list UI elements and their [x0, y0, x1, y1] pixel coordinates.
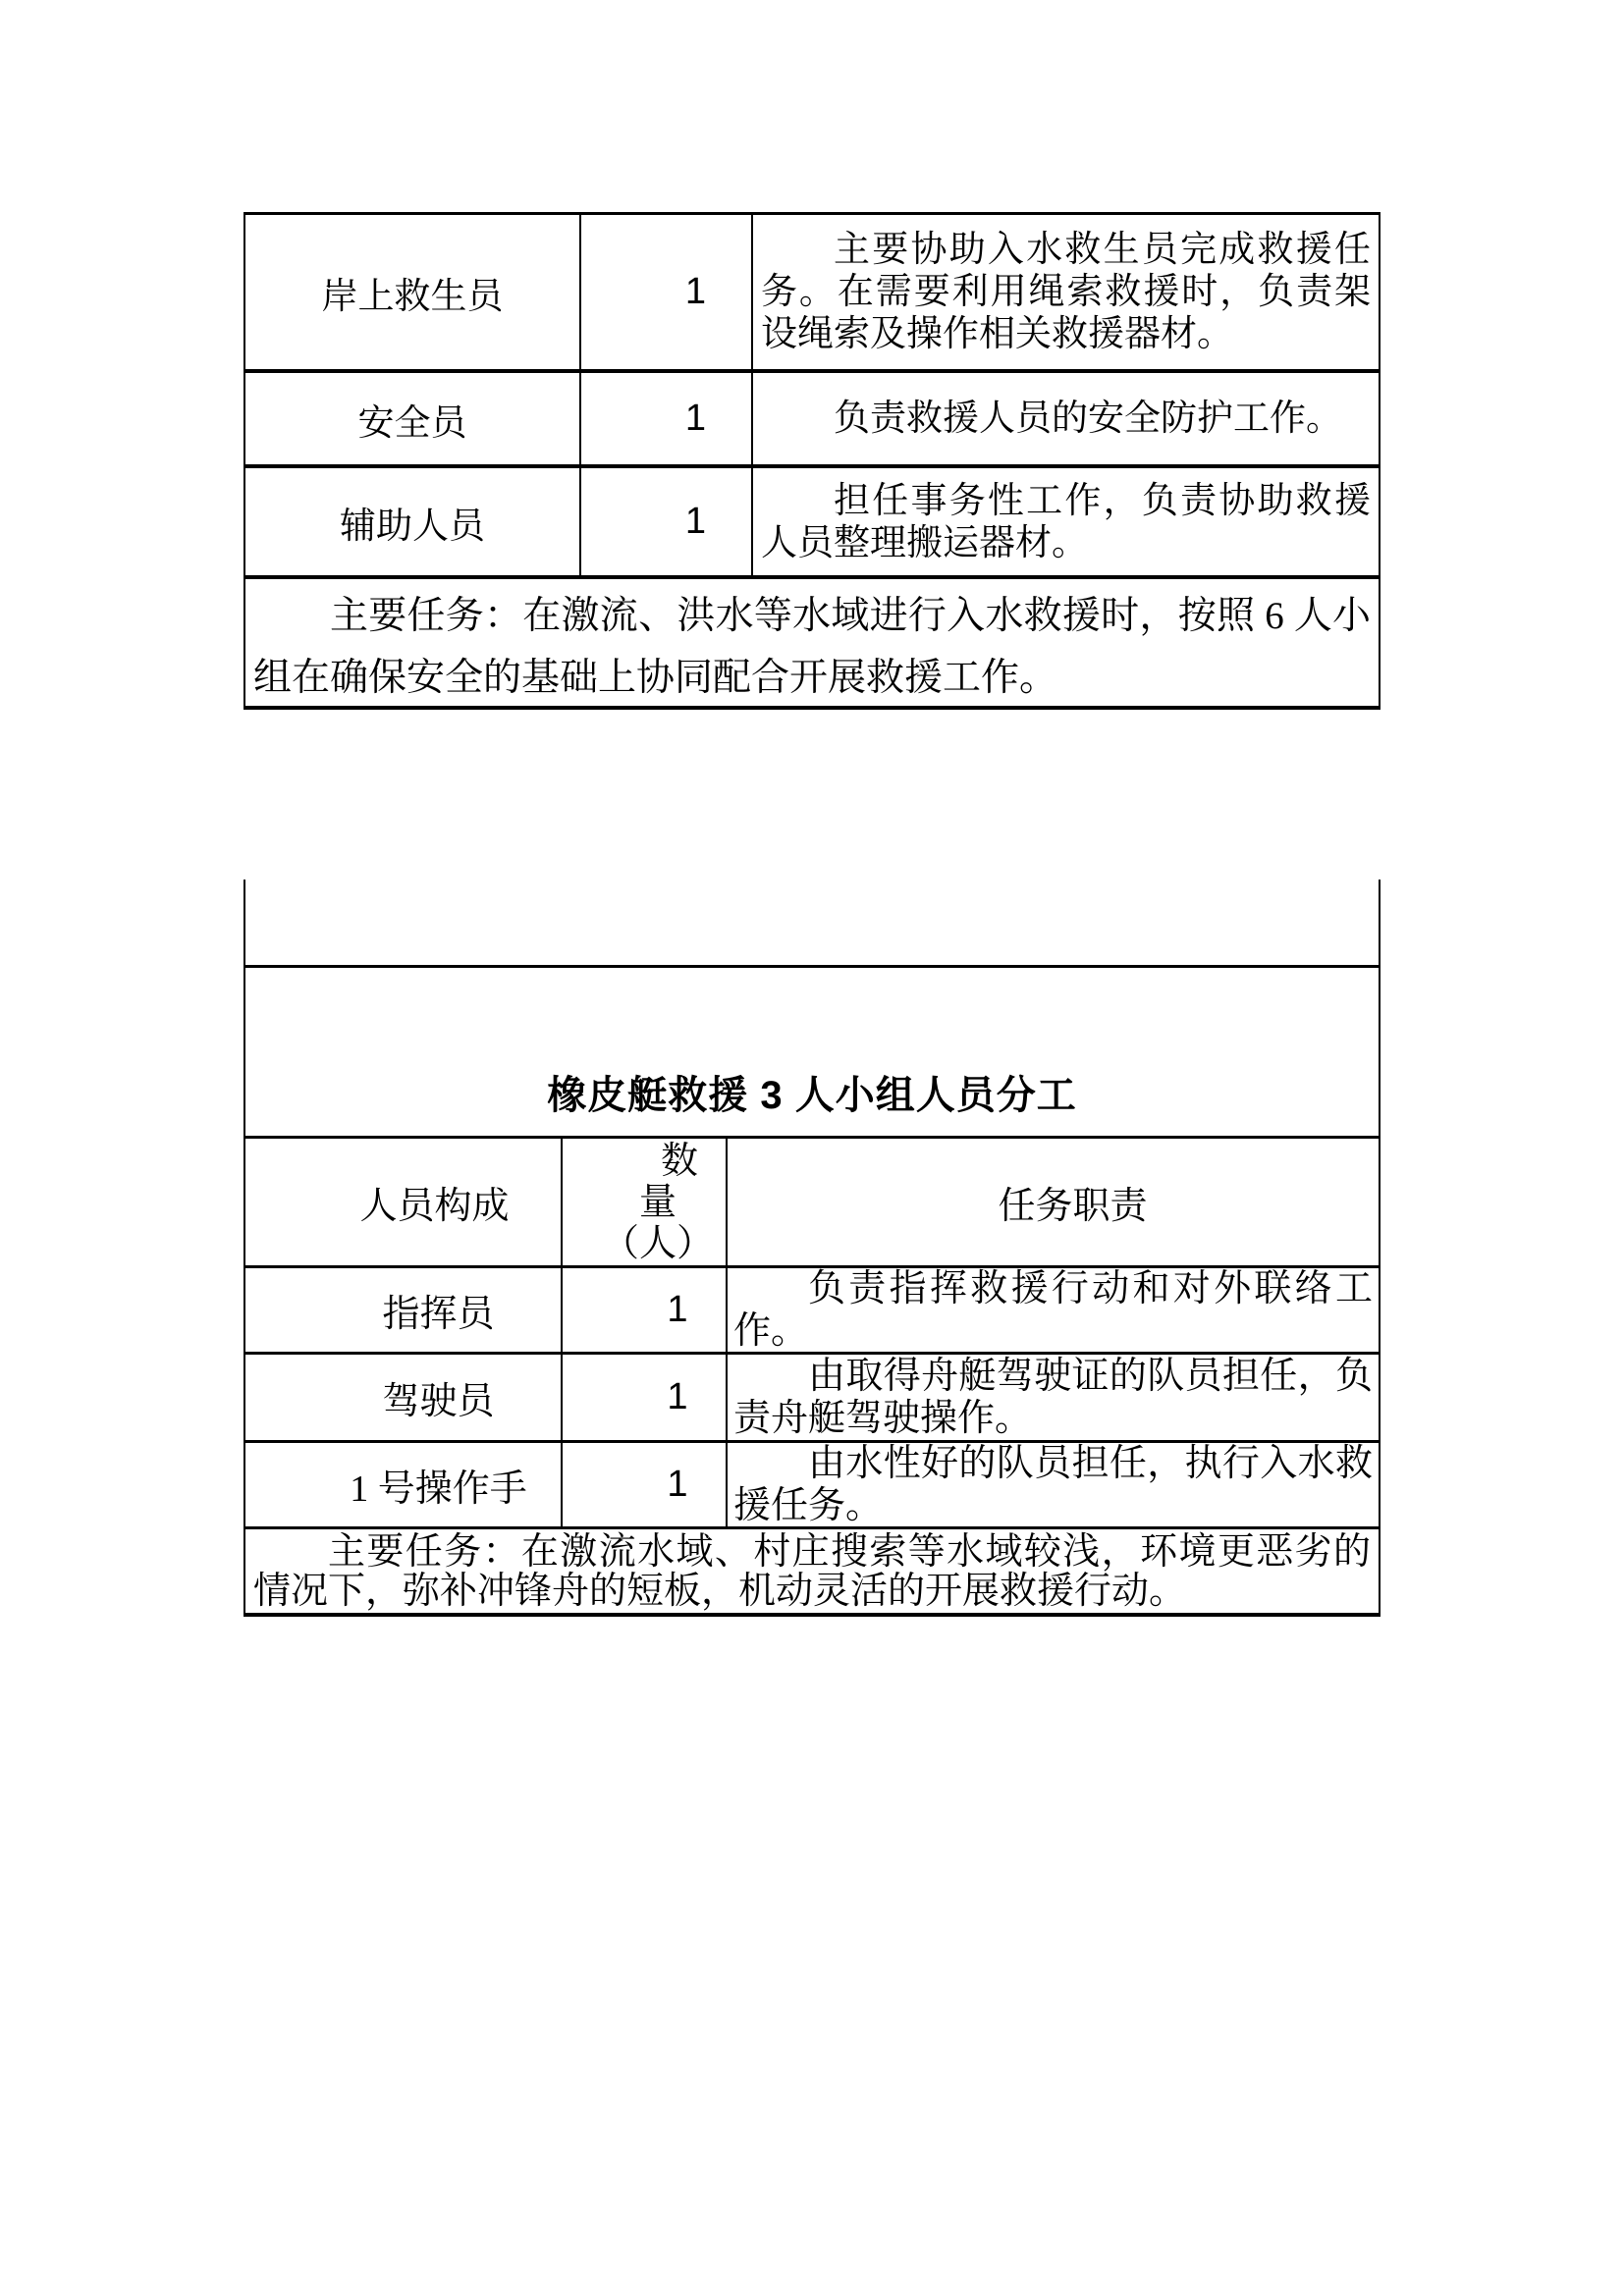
- role-cell: [245, 373, 581, 464]
- main-task-row: [245, 579, 1379, 710]
- role-cell: [245, 468, 581, 575]
- count-cell: [581, 215, 753, 369]
- role-label: 辅助人员: [340, 506, 485, 547]
- duty-cell: [728, 1355, 1379, 1440]
- table-row: [245, 468, 1379, 579]
- role-cell: [245, 1355, 563, 1440]
- header-count-label: 数 量 （人）: [601, 1140, 714, 1264]
- role-label: 1 号操作手: [350, 1468, 527, 1510]
- count-cell: [563, 1268, 728, 1352]
- header-duty-cell: [728, 1139, 1379, 1265]
- duty-text: 负责指挥救援行动和对外联络工作。: [733, 1268, 1373, 1352]
- header-role-cell: [245, 1139, 563, 1265]
- count-value: 1: [667, 1289, 688, 1330]
- table-title-row: [245, 968, 1379, 1139]
- table-row: [245, 1268, 1379, 1355]
- duty-cell: [728, 1443, 1379, 1526]
- role-cell: [245, 215, 581, 369]
- count-cell: [563, 1355, 728, 1440]
- duty-cell: [753, 468, 1379, 575]
- role-label: 岸上救生员: [321, 276, 504, 317]
- table-title: 橡皮艇救援 3 人小组人员分工: [547, 1074, 1077, 1117]
- duty-cell: [753, 373, 1379, 464]
- duty-text: 负责救援人员的安全防护工作。: [834, 399, 1342, 439]
- count-value: 1: [684, 398, 707, 439]
- table-two-empty-row: [244, 880, 1380, 965]
- header-role-label: 人员构成: [359, 1186, 510, 1227]
- duty-text: 由水性好的队员担任，执行入水救援任务。: [733, 1443, 1373, 1526]
- duty-text: 由取得舟艇驾驶证的队员担任，负责舟艇驾驶操作。: [733, 1355, 1373, 1439]
- table-rubber-boat-team: [244, 965, 1380, 1617]
- duty-cell: [728, 1268, 1379, 1352]
- duty-cell: [753, 215, 1379, 369]
- count-value: 1: [684, 501, 707, 542]
- header-duty-label: 任务职责: [998, 1186, 1148, 1227]
- table-row: [245, 1355, 1379, 1443]
- table-row: [245, 215, 1379, 373]
- count-value: 1: [684, 271, 707, 312]
- role-cell: [245, 1443, 563, 1526]
- count-cell: [563, 1443, 728, 1526]
- count-value: 1: [667, 1464, 688, 1505]
- table-header-row: [245, 1139, 1379, 1268]
- role-label: 安全员: [357, 402, 467, 444]
- role-label: 指挥员: [382, 1294, 495, 1335]
- duty-text: 担任事务性工作，负责协助救援人员整理搬运器材。: [761, 480, 1371, 563]
- role-label: 驾驶员: [382, 1381, 495, 1422]
- count-cell: [581, 468, 753, 575]
- main-task-row: [245, 1529, 1379, 1617]
- main-task-text: 主要任务：在激流、洪水等水域进行入水救援时，按照 6 人小组在确保安全的基础上协同配合开展救援工作。: [253, 594, 1371, 699]
- count-cell: [581, 373, 753, 464]
- table-row: [245, 373, 1379, 468]
- count-value: 1: [667, 1376, 688, 1417]
- header-count-cell: [563, 1139, 728, 1265]
- table-six-person-team: [244, 212, 1380, 710]
- role-cell: [245, 1268, 563, 1352]
- main-task-text: 主要任务：在激流水域、村庄搜索等水域较浅，环境更恶劣的情况下，弥补冲锋舟的短板，机动灵活的开展救援行动。: [253, 1530, 1371, 1612]
- table-row: [245, 1443, 1379, 1529]
- duty-text: 主要协助入水救生员完成救援任务。在需要利用绳索救援时，负责架设绳索及操作相关救援器材。: [761, 230, 1371, 354]
